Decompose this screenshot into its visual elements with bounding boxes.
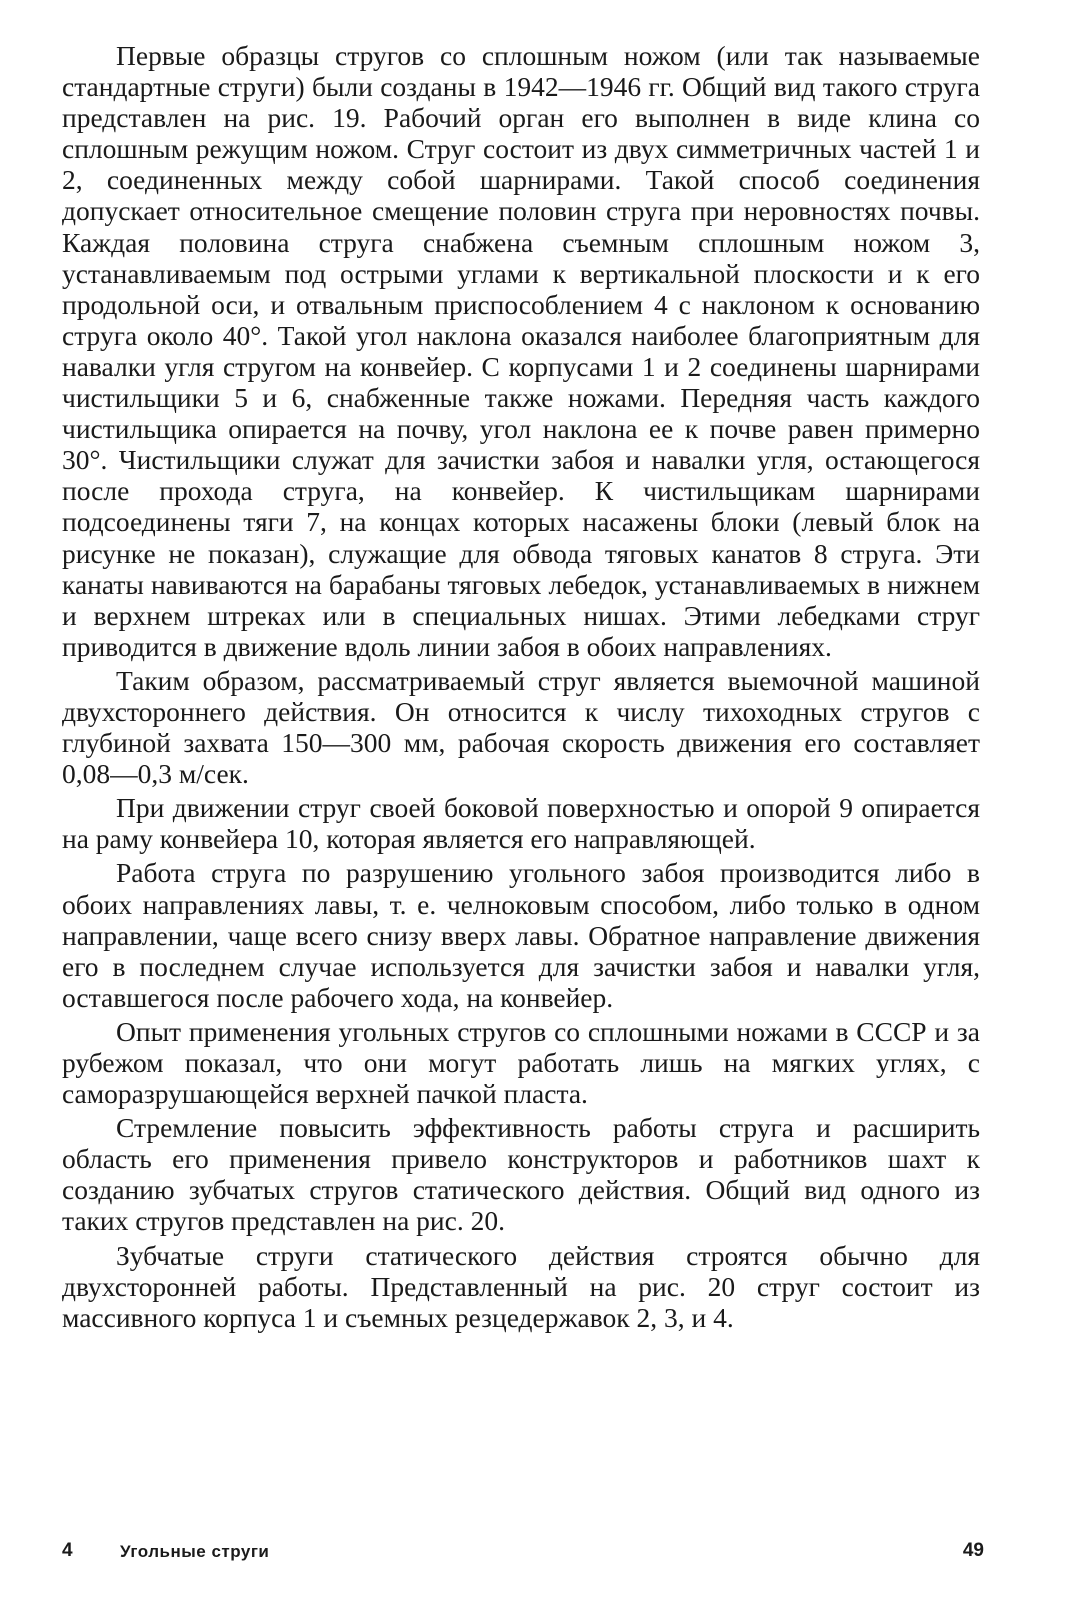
- signature-number: 4: [62, 1540, 73, 1561]
- paragraph-2: Таким образом, рассматриваемый струг является выемочной машиной двухстороннего действия. Он относится к числу тихоходных стругов с глубиной захвата 150—300 мм, рабочая скорость движения его составляет 0,08—0,3 м/сек.: [62, 664, 980, 790]
- paragraph-3: При движении струг своей боковой поверхностью и опорой 9 опирается на раму конвейера 10, которая является его направляющей.: [62, 792, 980, 855]
- paragraph-6: Стремление повысить эффективность работы струга и расширить область его применения привело конструкторов и работников шахт к созданию зубчатых стругов статического действия. Общий вид одного из таких стругов представлен на рис. 20.: [62, 1112, 980, 1237]
- page-number: 49: [962, 1540, 984, 1561]
- paragraph-7: Зубчатые струги статического действия строятся обычно для двухсторонней работы. Представленный на рис. 20 струг состоит из массивного корпуса 1 и съемных резцедержавок 2, 3, и 4.: [62, 1239, 980, 1333]
- paragraph-5: Опыт применения угольных стругов со сплошными ножами в СССР и за рубежом показал, что они могут работать лишь на мягких углях, с саморазрушающейся верхней пачкой пласта.: [62, 1015, 980, 1110]
- paragraph-1: Первые образцы стругов со сплошным ножом (или так называемые стандартные струги) были созданы в 1942—1946 гг. Общий вид такого струга представлен на рис. 19. Рабочий орган его выполнен в виде клина со сплошным режущим ножом. Струг состоит из двух симметричных частей 1 и 2, соединенных между собой шарнирами. Такой способ соединения допускает относительное смещение половин струга при неровностях почвы. Каждая половина струга снабжена съемным сплошным ножом 3, устанавливаемым под острыми углами к вертикальной плоскости и к его продольной оси, и отвальным приспособлением 4 с наклоном к основанию струга около 40°. Такой угол наклона оказался наиболее благоприятным для навалки угля стругом на конвейер. С корпусами 1 и 2 соединены шарнирами чистильщики 5 и 6, снабженные также ножами. Передняя часть каждого чистильщика опирается на почву, угол наклона ее к почве равен примерно 30°. Чистильщики служат для зачистки забоя и навалки угля, остающегося после прохода струга, на конвейер. К чистильщикам шарнирами подсоединены тяги 7, на концах которых насажены блоки (левый блок на рисунке не показан), служащие для обвода тяговых канатов 8 струга. Эти канаты навиваются на барабаны тяговых лебедок, устанавливаемых в нижнем и верхнем штреках или в специальных нишах. Этими лебедками струг приводится в движение вдоль линии забоя в обоих направлениях.: [62, 40, 980, 662]
- paragraph-4: Работа струга по разрушению угольного забоя производится либо в обоих направлениях лавы, т. е. челноковым способом, либо только в одном направлении, чаще всего снизу вверх лавы. Обратное направление движения его в последнем случае используется для зачистки забоя и навалки угля, оставшегося после рабочего хода, на конвейер.: [62, 857, 980, 1013]
- body-text: [62, 40, 980, 1336]
- running-title: Угольные струги: [120, 1542, 270, 1561]
